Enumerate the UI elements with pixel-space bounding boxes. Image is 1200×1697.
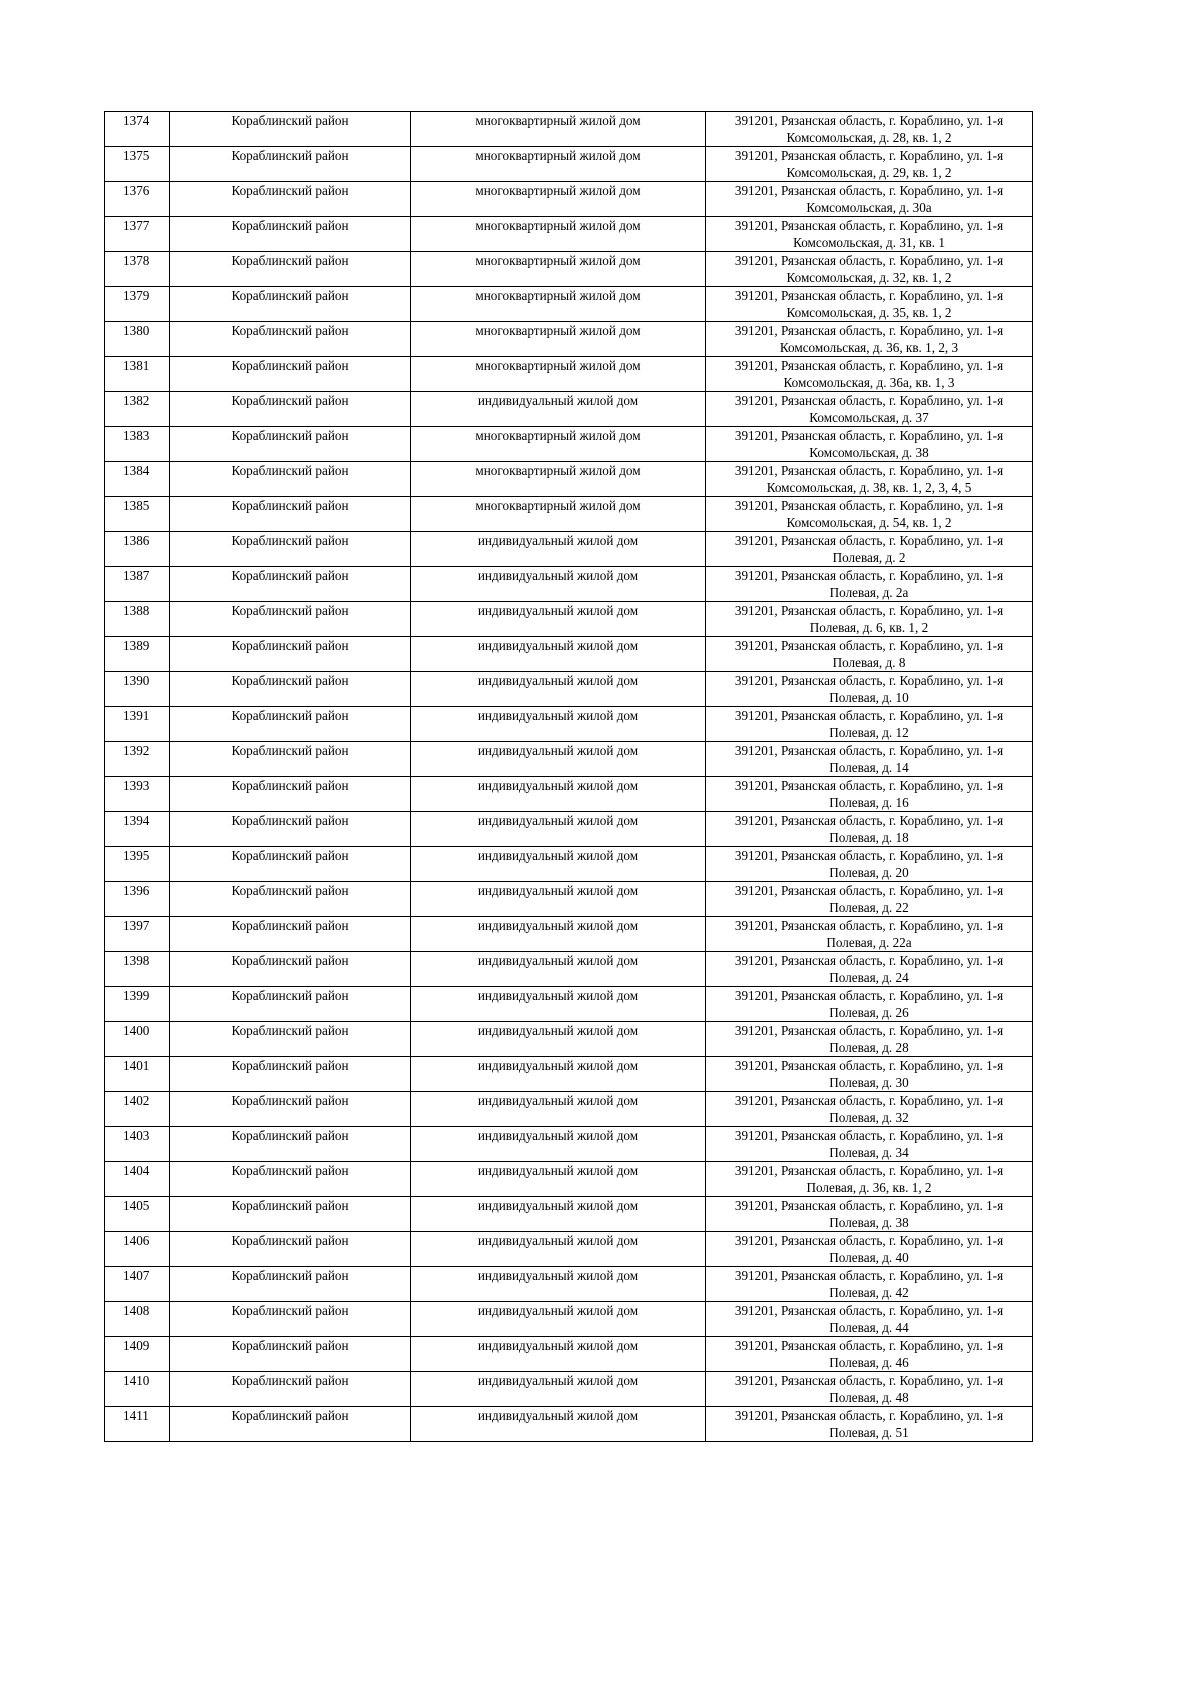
building-type-cell: индивидуальный жилой дом xyxy=(411,532,706,567)
row-number-cell: 1396 xyxy=(105,882,170,917)
row-number-cell: 1391 xyxy=(105,707,170,742)
table-row xyxy=(105,497,1033,532)
address-cell: 391201, Рязанская область, г. Кораблино, ул. 1-я Полевая, д. 2а xyxy=(706,567,1033,602)
district-cell: Кораблинский район xyxy=(170,1092,411,1127)
address-cell: 391201, Рязанская область, г. Кораблино, ул. 1-я Полевая, д. 48 xyxy=(706,1372,1033,1407)
table-row xyxy=(105,252,1033,287)
table-row xyxy=(105,112,1033,147)
row-number-cell: 1404 xyxy=(105,1162,170,1197)
building-type-cell: индивидуальный жилой дом xyxy=(411,1197,706,1232)
row-number-cell: 1380 xyxy=(105,322,170,357)
district-cell: Кораблинский район xyxy=(170,1232,411,1267)
table-row xyxy=(105,952,1033,987)
table-row xyxy=(105,672,1033,707)
table-row xyxy=(105,567,1033,602)
address-cell: 391201, Рязанская область, г. Кораблино, ул. 1-я Полевая, д. 24 xyxy=(706,952,1033,987)
row-number-cell: 1392 xyxy=(105,742,170,777)
address-cell: 391201, Рязанская область, г. Кораблино, ул. 1-я Комсомольская, д. 28, кв. 1, 2 xyxy=(706,112,1033,147)
building-type-cell: индивидуальный жилой дом xyxy=(411,1232,706,1267)
table-row xyxy=(105,357,1033,392)
row-number-cell: 1395 xyxy=(105,847,170,882)
address-cell: 391201, Рязанская область, г. Кораблино, ул. 1-я Полевая, д. 34 xyxy=(706,1127,1033,1162)
row-number-cell: 1393 xyxy=(105,777,170,812)
table-row xyxy=(105,1092,1033,1127)
district-cell: Кораблинский район xyxy=(170,497,411,532)
row-number-cell: 1400 xyxy=(105,1022,170,1057)
address-cell: 391201, Рязанская область, г. Кораблино, ул. 1-я Комсомольская, д. 37 xyxy=(706,392,1033,427)
district-cell: Кораблинский район xyxy=(170,812,411,847)
row-number-cell: 1398 xyxy=(105,952,170,987)
building-type-cell: многоквартирный жилой дом xyxy=(411,182,706,217)
housing-registry-table xyxy=(104,111,1033,1442)
row-number-cell: 1410 xyxy=(105,1372,170,1407)
building-type-cell: индивидуальный жилой дом xyxy=(411,742,706,777)
district-cell: Кораблинский район xyxy=(170,427,411,462)
row-number-cell: 1374 xyxy=(105,112,170,147)
district-cell: Кораблинский район xyxy=(170,252,411,287)
table-row xyxy=(105,1302,1033,1337)
address-cell: 391201, Рязанская область, г. Кораблино, ул. 1-я Комсомольская, д. 31, кв. 1 xyxy=(706,217,1033,252)
building-type-cell: индивидуальный жилой дом xyxy=(411,1127,706,1162)
district-cell: Кораблинский район xyxy=(170,112,411,147)
row-number-cell: 1379 xyxy=(105,287,170,322)
row-number-cell: 1387 xyxy=(105,567,170,602)
building-type-cell: индивидуальный жилой дом xyxy=(411,707,706,742)
building-type-cell: многоквартирный жилой дом xyxy=(411,217,706,252)
address-cell: 391201, Рязанская область, г. Кораблино, ул. 1-я Комсомольская, д. 38, кв. 1, 2, 3, 4, 5 xyxy=(706,462,1033,497)
district-cell: Кораблинский район xyxy=(170,182,411,217)
address-cell: 391201, Рязанская область, г. Кораблино, ул. 1-я Полевая, д. 51 xyxy=(706,1407,1033,1442)
building-type-cell: индивидуальный жилой дом xyxy=(411,952,706,987)
table-row xyxy=(105,322,1033,357)
row-number-cell: 1407 xyxy=(105,1267,170,1302)
address-cell: 391201, Рязанская область, г. Кораблино, ул. 1-я Комсомольская, д. 36, кв. 1, 2, 3 xyxy=(706,322,1033,357)
district-cell: Кораблинский район xyxy=(170,357,411,392)
table-row xyxy=(105,287,1033,322)
building-type-cell: многоквартирный жилой дом xyxy=(411,497,706,532)
address-cell: 391201, Рязанская область, г. Кораблино, ул. 1-я Полевая, д. 22 xyxy=(706,882,1033,917)
district-cell: Кораблинский район xyxy=(170,1057,411,1092)
address-cell: 391201, Рязанская область, г. Кораблино, ул. 1-я Полевая, д. 28 xyxy=(706,1022,1033,1057)
district-cell: Кораблинский район xyxy=(170,882,411,917)
row-number-cell: 1376 xyxy=(105,182,170,217)
row-number-cell: 1386 xyxy=(105,532,170,567)
building-type-cell: индивидуальный жилой дом xyxy=(411,1337,706,1372)
building-type-cell: индивидуальный жилой дом xyxy=(411,1162,706,1197)
table-row xyxy=(105,392,1033,427)
address-cell: 391201, Рязанская область, г. Кораблино, ул. 1-я Полевая, д. 2 xyxy=(706,532,1033,567)
address-cell: 391201, Рязанская область, г. Кораблино, ул. 1-я Комсомольская, д. 35, кв. 1, 2 xyxy=(706,287,1033,322)
table-row xyxy=(105,882,1033,917)
building-type-cell: индивидуальный жилой дом xyxy=(411,1057,706,1092)
building-type-cell: многоквартирный жилой дом xyxy=(411,322,706,357)
table-row xyxy=(105,1197,1033,1232)
building-type-cell: многоквартирный жилой дом xyxy=(411,357,706,392)
address-cell: 391201, Рязанская область, г. Кораблино, ул. 1-я Полевая, д. 12 xyxy=(706,707,1033,742)
table-row xyxy=(105,1057,1033,1092)
building-type-cell: индивидуальный жилой дом xyxy=(411,882,706,917)
table-row xyxy=(105,1022,1033,1057)
address-cell: 391201, Рязанская область, г. Кораблино, ул. 1-я Полевая, д. 14 xyxy=(706,742,1033,777)
district-cell: Кораблинский район xyxy=(170,147,411,182)
row-number-cell: 1381 xyxy=(105,357,170,392)
district-cell: Кораблинский район xyxy=(170,987,411,1022)
address-cell: 391201, Рязанская область, г. Кораблино, ул. 1-я Полевая, д. 18 xyxy=(706,812,1033,847)
district-cell: Кораблинский район xyxy=(170,602,411,637)
address-cell: 391201, Рязанская область, г. Кораблино, ул. 1-я Комсомольская, д. 32, кв. 1, 2 xyxy=(706,252,1033,287)
building-type-cell: индивидуальный жилой дом xyxy=(411,392,706,427)
district-cell: Кораблинский район xyxy=(170,532,411,567)
building-type-cell: индивидуальный жилой дом xyxy=(411,812,706,847)
address-cell: 391201, Рязанская область, г. Кораблино, ул. 1-я Полевая, д. 46 xyxy=(706,1337,1033,1372)
table-row xyxy=(105,1267,1033,1302)
district-cell: Кораблинский район xyxy=(170,1337,411,1372)
district-cell: Кораблинский район xyxy=(170,1162,411,1197)
address-cell: 391201, Рязанская область, г. Кораблино, ул. 1-я Полевая, д. 36, кв. 1, 2 xyxy=(706,1162,1033,1197)
row-number-cell: 1377 xyxy=(105,217,170,252)
table-row xyxy=(105,602,1033,637)
row-number-cell: 1375 xyxy=(105,147,170,182)
district-cell: Кораблинский район xyxy=(170,1022,411,1057)
table-row xyxy=(105,217,1033,252)
row-number-cell: 1402 xyxy=(105,1092,170,1127)
row-number-cell: 1382 xyxy=(105,392,170,427)
registry-table-body xyxy=(105,112,1033,1442)
table-row xyxy=(105,532,1033,567)
building-type-cell: индивидуальный жилой дом xyxy=(411,917,706,952)
district-cell: Кораблинский район xyxy=(170,847,411,882)
address-cell: 391201, Рязанская область, г. Кораблино, ул. 1-я Полевая, д. 44 xyxy=(706,1302,1033,1337)
address-cell: 391201, Рязанская область, г. Кораблино, ул. 1-я Полевая, д. 16 xyxy=(706,777,1033,812)
address-cell: 391201, Рязанская область, г. Кораблино, ул. 1-я Полевая, д. 10 xyxy=(706,672,1033,707)
address-cell: 391201, Рязанская область, г. Кораблино, ул. 1-я Комсомольская, д. 54, кв. 1, 2 xyxy=(706,497,1033,532)
row-number-cell: 1378 xyxy=(105,252,170,287)
building-type-cell: индивидуальный жилой дом xyxy=(411,777,706,812)
building-type-cell: многоквартирный жилой дом xyxy=(411,112,706,147)
address-cell: 391201, Рязанская область, г. Кораблино, ул. 1-я Полевая, д. 26 xyxy=(706,987,1033,1022)
district-cell: Кораблинский район xyxy=(170,1127,411,1162)
building-type-cell: индивидуальный жилой дом xyxy=(411,672,706,707)
address-cell: 391201, Рязанская область, г. Кораблино, ул. 1-я Полевая, д. 30 xyxy=(706,1057,1033,1092)
building-type-cell: индивидуальный жилой дом xyxy=(411,1302,706,1337)
row-number-cell: 1403 xyxy=(105,1127,170,1162)
building-type-cell: индивидуальный жилой дом xyxy=(411,637,706,672)
district-cell: Кораблинский район xyxy=(170,567,411,602)
row-number-cell: 1397 xyxy=(105,917,170,952)
row-number-cell: 1401 xyxy=(105,1057,170,1092)
table-row xyxy=(105,987,1033,1022)
table-row xyxy=(105,812,1033,847)
building-type-cell: многоквартирный жилой дом xyxy=(411,147,706,182)
row-number-cell: 1388 xyxy=(105,602,170,637)
district-cell: Кораблинский район xyxy=(170,287,411,322)
address-cell: 391201, Рязанская область, г. Кораблино, ул. 1-я Комсомольская, д. 29, кв. 1, 2 xyxy=(706,147,1033,182)
row-number-cell: 1383 xyxy=(105,427,170,462)
address-cell: 391201, Рязанская область, г. Кораблино, ул. 1-я Полевая, д. 40 xyxy=(706,1232,1033,1267)
district-cell: Кораблинский район xyxy=(170,777,411,812)
table-row xyxy=(105,847,1033,882)
row-number-cell: 1390 xyxy=(105,672,170,707)
table-row xyxy=(105,1127,1033,1162)
row-number-cell: 1406 xyxy=(105,1232,170,1267)
table-row xyxy=(105,1372,1033,1407)
district-cell: Кораблинский район xyxy=(170,1372,411,1407)
table-row xyxy=(105,147,1033,182)
district-cell: Кораблинский район xyxy=(170,742,411,777)
address-cell: 391201, Рязанская область, г. Кораблино, ул. 1-я Полевая, д. 20 xyxy=(706,847,1033,882)
building-type-cell: многоквартирный жилой дом xyxy=(411,252,706,287)
table-row xyxy=(105,742,1033,777)
building-type-cell: многоквартирный жилой дом xyxy=(411,462,706,497)
table-row xyxy=(105,777,1033,812)
district-cell: Кораблинский район xyxy=(170,1302,411,1337)
district-cell: Кораблинский район xyxy=(170,1197,411,1232)
building-type-cell: индивидуальный жилой дом xyxy=(411,1092,706,1127)
district-cell: Кораблинский район xyxy=(170,707,411,742)
address-cell: 391201, Рязанская область, г. Кораблино, ул. 1-я Комсомольская, д. 36а, кв. 1, 3 xyxy=(706,357,1033,392)
row-number-cell: 1408 xyxy=(105,1302,170,1337)
district-cell: Кораблинский район xyxy=(170,1407,411,1442)
row-number-cell: 1389 xyxy=(105,637,170,672)
district-cell: Кораблинский район xyxy=(170,917,411,952)
building-type-cell: индивидуальный жилой дом xyxy=(411,1022,706,1057)
district-cell: Кораблинский район xyxy=(170,952,411,987)
table-row xyxy=(105,1407,1033,1442)
district-cell: Кораблинский район xyxy=(170,322,411,357)
address-cell: 391201, Рязанская область, г. Кораблино, ул. 1-я Полевая, д. 8 xyxy=(706,637,1033,672)
district-cell: Кораблинский район xyxy=(170,392,411,427)
district-cell: Кораблинский район xyxy=(170,1267,411,1302)
building-type-cell: индивидуальный жилой дом xyxy=(411,1407,706,1442)
table-row xyxy=(105,1337,1033,1372)
row-number-cell: 1385 xyxy=(105,497,170,532)
row-number-cell: 1411 xyxy=(105,1407,170,1442)
table-row xyxy=(105,707,1033,742)
address-cell: 391201, Рязанская область, г. Кораблино, ул. 1-я Полевая, д. 32 xyxy=(706,1092,1033,1127)
table-row xyxy=(105,182,1033,217)
district-cell: Кораблинский район xyxy=(170,637,411,672)
table-row xyxy=(105,1162,1033,1197)
address-cell: 391201, Рязанская область, г. Кораблино, ул. 1-я Комсомольская, д. 38 xyxy=(706,427,1033,462)
row-number-cell: 1409 xyxy=(105,1337,170,1372)
district-cell: Кораблинский район xyxy=(170,217,411,252)
address-cell: 391201, Рязанская область, г. Кораблино, ул. 1-я Полевая, д. 42 xyxy=(706,1267,1033,1302)
address-cell: 391201, Рязанская область, г. Кораблино, ул. 1-я Полевая, д. 38 xyxy=(706,1197,1033,1232)
address-cell: 391201, Рязанская область, г. Кораблино, ул. 1-я Полевая, д. 22а xyxy=(706,917,1033,952)
building-type-cell: индивидуальный жилой дом xyxy=(411,602,706,637)
table-row xyxy=(105,1232,1033,1267)
district-cell: Кораблинский район xyxy=(170,672,411,707)
row-number-cell: 1394 xyxy=(105,812,170,847)
table-row xyxy=(105,917,1033,952)
row-number-cell: 1399 xyxy=(105,987,170,1022)
building-type-cell: многоквартирный жилой дом xyxy=(411,287,706,322)
building-type-cell: индивидуальный жилой дом xyxy=(411,567,706,602)
district-cell: Кораблинский район xyxy=(170,462,411,497)
building-type-cell: индивидуальный жилой дом xyxy=(411,987,706,1022)
building-type-cell: индивидуальный жилой дом xyxy=(411,847,706,882)
row-number-cell: 1405 xyxy=(105,1197,170,1232)
address-cell: 391201, Рязанская область, г. Кораблино, ул. 1-я Полевая, д. 6, кв. 1, 2 xyxy=(706,602,1033,637)
building-type-cell: индивидуальный жилой дом xyxy=(411,1372,706,1407)
row-number-cell: 1384 xyxy=(105,462,170,497)
table-row xyxy=(105,462,1033,497)
address-cell: 391201, Рязанская область, г. Кораблино, ул. 1-я Комсомольская, д. 30а xyxy=(706,182,1033,217)
building-type-cell: многоквартирный жилой дом xyxy=(411,427,706,462)
table-row xyxy=(105,637,1033,672)
building-type-cell: индивидуальный жилой дом xyxy=(411,1267,706,1302)
table-row xyxy=(105,427,1033,462)
